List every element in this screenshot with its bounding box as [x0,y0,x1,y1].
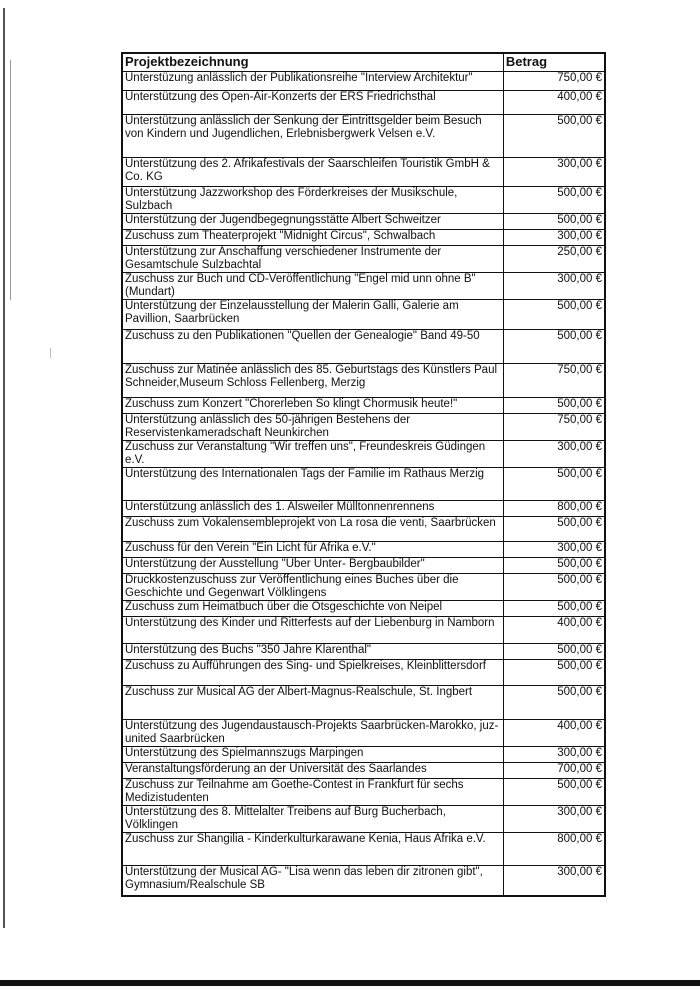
amount-cell: 250,00 € [503,246,605,273]
table-row [122,720,605,747]
amount-cell: 400,00 € [503,720,605,747]
amount-cell: 750,00 € [503,364,605,398]
table-row [122,644,605,660]
table-row [122,330,605,364]
table-row [122,441,605,468]
amount-cell: 500,00 € [503,686,605,720]
amount-cell: 400,00 € [503,91,605,115]
project-funding-table [121,52,606,897]
amount-cell: 700,00 € [503,763,605,779]
scan-speck [50,348,55,358]
project-cell: Unterstützung des Kinder und Ritterfests auf der Liebenburg in Namborn [122,617,503,644]
amount-cell: 500,00 € [503,330,605,364]
project-cell: Unterstützung des Internationalen Tags der Familie im Rathaus Merzig [122,468,503,501]
table-row [122,747,605,763]
amount-cell: 500,00 € [503,779,605,806]
amount-cell: 400,00 € [503,617,605,644]
project-cell: Zuschuss zur Musical AG der Albert-Magnus-Realschule, St. Ingbert [122,686,503,720]
amount-cell: 500,00 € [503,660,605,686]
project-cell: Unterstützung der Einzelausstellung der Malerin Galli, Galerie am Pavillion, Saarbrücken [122,300,503,330]
project-cell: Unterstützung des Jugendaustausch-Projekts Saarbrücken-Marokko, juz-united Saarbrücken [122,720,503,747]
table-row [122,273,605,300]
amount-cell: 500,00 € [503,214,605,230]
table-row [122,230,605,246]
project-cell: Unterstützung anlässlich des 50-jährigen Bestehens der Reservistenkameradschaft Neunkirchen [122,414,503,441]
table-row [122,542,605,558]
table-row [122,115,605,158]
project-cell: Zuschuss zur Teilnahme am Goethe-Contest in Frankfurt für sechs Medizistudenten [122,779,503,806]
table-row [122,91,605,115]
project-cell: Zuschuss zum Konzert "Chorerleben So klingt Chormusik heute!" [122,398,503,414]
table-row [122,660,605,686]
scan-edge-line [3,8,5,928]
project-cell: Veranstaltungsförderung an der Universität des Saarlandes [122,763,503,779]
amount-cell: 300,00 € [503,230,605,246]
amount-cell: 500,00 € [503,300,605,330]
amount-cell: 300,00 € [503,866,605,896]
scan-edge-line-faint [10,60,11,300]
project-cell: Unterstützung der Jugendbegegnungsstätte Albert Schweitzer [122,214,503,230]
amount-cell: 300,00 € [503,747,605,763]
amount-cell: 800,00 € [503,501,605,517]
project-cell: Zuschuss zum Vokalensembleprojekt von La rosa die venti, Saarbrücken [122,517,503,542]
table-row [122,214,605,230]
amount-cell: 500,00 € [503,398,605,414]
project-cell: Unterstützung anlässlich der Senkung der Eintrittsgelder beim Besuch von Kindern und Jugendlichen, Erlebnisbergwerk Velsen e.V. [122,115,503,158]
project-cell: Zuschuss zur Matinée anlässlich des 85. Geburtstags des Künstlers Paul Schneider,Museum Schloss Fellenberg, Merzig [122,364,503,398]
amount-cell: 300,00 € [503,273,605,300]
amount-cell: 800,00 € [503,833,605,866]
table-row [122,806,605,833]
project-cell: Unterstützung anlässlich des 1. Alsweiler Mülltonnenrennens [122,501,503,517]
amount-cell: 500,00 € [503,517,605,542]
project-cell: Unterstützung zur Anschaffung verschiedener Instrumente der Gesamtschule Sulzbachtal [122,246,503,273]
project-cell: Zuschuss zur Shangilia - Kinderkulturkarawane Kenia, Haus Afrika e.V. [122,833,503,866]
table-row [122,72,605,91]
table-row [122,617,605,644]
table-row [122,779,605,806]
table-row [122,398,605,414]
table-row [122,468,605,501]
project-cell: Unterstützung Jazzworkshop des Förderkreises der Musikschule, Sulzbach [122,187,503,214]
project-cell: Unterstüzung anlässlich der Publikationsreihe "Interview Architektur" [122,72,503,91]
table-row [122,414,605,441]
amount-cell: 750,00 € [503,72,605,91]
project-cell: Druckkostenzuschuss zur Veröffentlichung eines Buches über die Geschichte und Gegenwart Völklingens [122,574,503,601]
table-row [122,574,605,601]
amount-cell: 300,00 € [503,441,605,468]
project-cell: Unterstützung des Spielmannszugs Marpingen [122,747,503,763]
amount-cell: 500,00 € [503,558,605,574]
project-cell: Unterstützung der Musical AG- "Lisa wenn das leben dir zitronen gibt", Gymnasium/Realschule SB [122,866,503,896]
project-cell: Zuschuss zum Theaterprojekt "Midnight Circus", Schwalbach [122,230,503,246]
project-cell: Unterstützung des Buchs "350 Jahre Klarenthal" [122,644,503,660]
table-row [122,601,605,617]
amount-cell: 500,00 € [503,115,605,158]
amount-cell: 300,00 € [503,158,605,187]
table-row [122,364,605,398]
table-row [122,833,605,866]
table-row [122,158,605,187]
project-cell: Unterstützung des Open-Air-Konzerts der ERS Friedrichsthal [122,91,503,115]
header-amount: Betrag [503,53,605,72]
table-row [122,558,605,574]
header-project: Projektbezeichnung [122,53,503,72]
project-cell: Zuschuss zur Buch und CD-Veröffentlichung "Engel mid unn ohne B" (Mundart) [122,273,503,300]
project-cell: Zuschuss zu Aufführungen des Sing- und Spielkreises, Kleinblittersdorf [122,660,503,686]
amount-cell: 500,00 € [503,601,605,617]
amount-cell: 500,00 € [503,574,605,601]
table-row [122,763,605,779]
project-cell: Zuschuss zur Veranstaltung "Wir treffen uns", Freundeskreis Güdingen e.V. [122,441,503,468]
table-row [122,300,605,330]
table-row [122,517,605,542]
table-row [122,187,605,214]
amount-cell: 500,00 € [503,187,605,214]
project-cell: Zuschuss für den Verein "Ein Licht für Afrika e.V." [122,542,503,558]
table-row [122,501,605,517]
project-cell: Unterstützung des 8. Mittelalter Treibens auf Burg Bucherbach, Völklingen [122,806,503,833]
project-cell: Zuschuss zum Heimatbuch über die Otsgeschichte von Neipel [122,601,503,617]
amount-cell: 500,00 € [503,468,605,501]
project-cell: Unterstützung der Ausstellung "Über Unter- Bergbaubilder" [122,558,503,574]
amount-cell: 500,00 € [503,644,605,660]
scan-bottom-edge [0,980,700,986]
table-header-row [122,53,605,72]
project-cell: Zuschuss zu den Publikationen "Quellen der Genealogie" Band 49-50 [122,330,503,364]
table-row [122,686,605,720]
table-row [122,246,605,273]
table-row [122,866,605,896]
project-cell: Unterstützung des 2. Afrikafestivals der Saarschleifen Touristik GmbH & Co. KG [122,158,503,187]
amount-cell: 750,00 € [503,414,605,441]
amount-cell: 300,00 € [503,806,605,833]
amount-cell: 300,00 € [503,542,605,558]
